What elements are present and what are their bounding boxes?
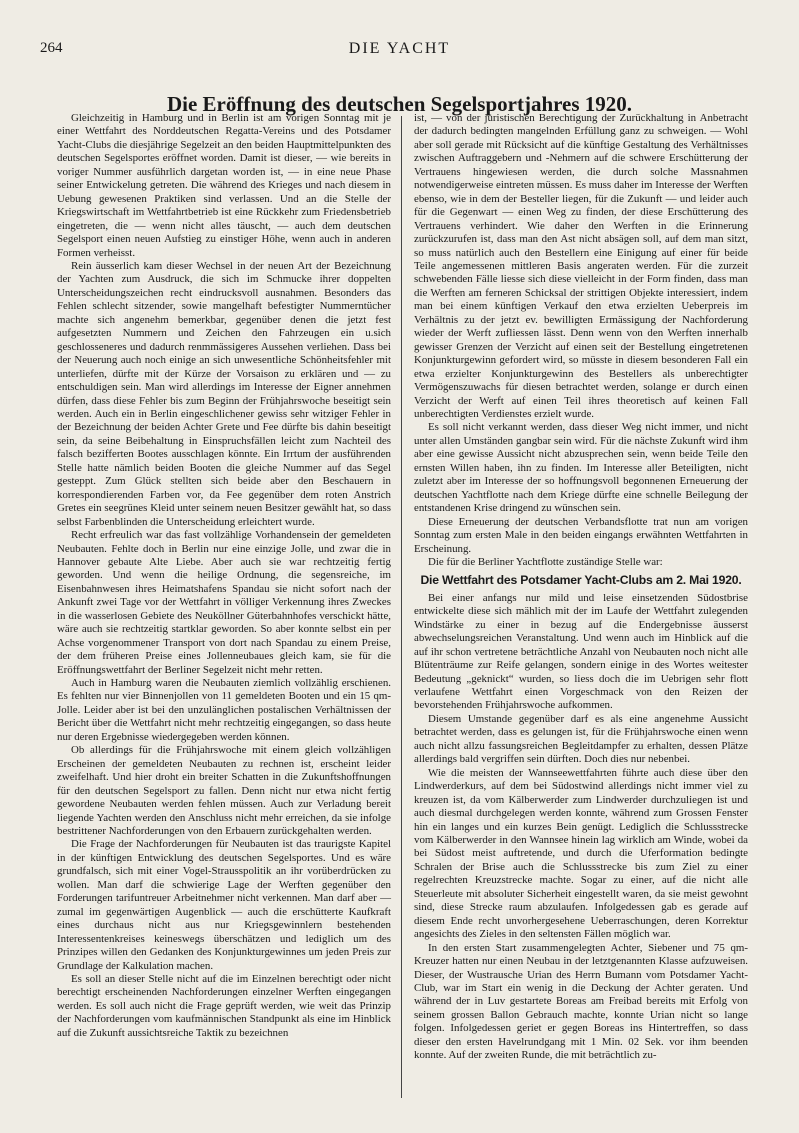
paragraph: Die Frage der Nachforderungen für Neubauten ist das traurigste Kapitel in der künftigen Entwicklung des deutschen Segelsportes. Und es wäre grundfalsch, sich mit einer Vogel-Strausspolitik an ihr vorüberdrücken zu wollen. Man darf die schwierige Lage der Werften gegenüber den Forderungen tarifuntreuer Arbeitnehmer nicht verkennen. Man darf aber — zumal im gegenwärtigen Augenblick — auch die erschütterte Kaufkraft eines durchaus nicht aus nur Kriegsgewinnlern bestehenden Interessentenkreises keineswegs überschätzen und lediglich um des Prinzipes willen den Gedanken des Konjunkturgewinnes um jeden Preis zur Grundlage der Kalkulation machen. [57, 838, 391, 972]
column-divider [401, 116, 402, 1098]
paragraph: In den ersten Start zusammengelegten Achter, Siebener und 75 qm-Kreuzer hatten nur einen Neubau in der letztgenannten Klasse aufzuweisen. Dieser, der Wustrausche Urian des Herrn Bumann vom Potsdamer Yacht-Club, war im Start ein wenig in die Deckung der Achter geraten. Und während der in Luv gestartete Boreas am Freibad bereits mit Erfolg von seinem grossen Ballon Gebrauch machte, konnte Urian nicht so lange folgen. Infolgedessen geriet er gegen Boreas ins Hintertreffen, so dass dieser den ersten Havelrundgang mit 1 Min. 02 Sek. vor ihm beenden konnte. Auf der zweiten Runde, die mit beträchtlich zu- [414, 941, 748, 1062]
paragraph: Wie die meisten der Wannseewettfahrten führte auch diese über den Lindwerderkurs, auf dem bei Südostwind allerdings nicht immer viel zu kreuzen ist, da vom Kälberwerder zum Lindwerder durchzuliegen ist und auch diesmal durchgelegen werden konnte, während zum Grossen Fenster hin ein langes und ein kurzes Bein genügt. Lediglich die Schlussstrecke vom Kälberwerder in den Wannsee hinein lag wirklich am Winde, wobei da bei Südost meist auftretende, und durch die Uferformation bedingte Schralen der Brise auch die Schlussstrecke bis zum Ziel zu einer regelrechten Kreuzstrecke machte. Sogar zu einer, auf die nicht alle Steuerleute mit absoluter Sicherheit eingestellt waren, da sie meist gewohnt sind, diese Strecke raum abzulaufen. Infolgedessen gab es gerade auf diesem Ende recht unvorhergesehene Ueberraschungen, deren Korrektur angesichts des Zieles in den seltensten Fällen möglich war. [414, 766, 748, 941]
article-title: Die Eröffnung des deutschen Segelsportjahres 1920. [166, 92, 633, 117]
paragraph: Die für die Berliner Yachtflotte zuständige Stelle war: [428, 555, 663, 568]
paragraph: Rein äusserlich kam dieser Wechsel in der neuen Art der Bezeichnung der Yachten zum Ausdruck, die sich im Schmucke ihrer doppelten Unterscheidungszeichen recht eindrucksvoll ausnahmen. Besonders das Fehlen schlecht sitzender, sowie mangelhaft befestigter Nummerntücher machte sich angenehm bemerkbar, gegenüber denen die jetzt fest aufgesetzten Nummern und Zeichen den Fahrzeugen ein u.sich geschlosseneres und dadurch renmmässigeres Aussehen verliehen. Dass bei der Neuerung auch noch einige an sich unwesentliche Schönheitsfehler mit unterliefen, dürfte mit der Kürze der Vorsaison zu erklären und — zu entschuldigen sein. Man wird allerdings im Interesse der Eigner annehmen dürfen, dass diese Fehler bis zum Beginn der Frühjahrswoche beseitigt sein werden. Auch ein in Berlin eingeschlichener gewiss sehr witziger Fehler in der Bezeichnung der beiden Achter Grete und Fee dürfte bis dahin beseitigt sein, da seine Beibehaltung in Einspruchsfällen leicht zum Nachteil des falsch bezifferten Bootes ausschlagen könnte. Ein Irrtum der ausführenden Stelle hatte nämlich beiden Booten die gleiche Nummer auf das Segel gesteppt. Zum Glück stellten sich beide aber den Beschauern in korrespondierenden Farben vor, da Fee gegenüber dem roten Anstrich Gretes ein seegrünes Kleid unter seinem neuen Besitzer gewählt hat, so dass selbst Farbenblinden die Unterscheidung erleichtert wurde. [57, 259, 391, 528]
paragraph: Gleichzeitig in Hamburg und in Berlin ist am vorigen Sonntag mit je einer Wettfahrt des Norddeutschen Regatta-Vereins und des Potsdamer Yacht-Clubs die diesjährige Segelzeit an den beiden Hauptmittelpunkten des deutschen Segelsportes eröffnet worden. Damit ist dieser, — wie bereits in voriger Nummer ausführlich dargetan worden ist, — in eine neue Phase seiner Entwickelung getreten. Die während des Krieges und nach diesem in Uebung gewesenen Praktiken sind verlassen. Und an die Stelle der Kriegswirtschaft im Wettfahrtbetrieb ist eine Rückkehr zum Friedensbetrieb eingetreten, die — wenn nicht alles täuscht, — auch dem deutschen Segelsport einen neuen Aufstieg zu einstiger Höhe, wenn auch in anderen Formen verheisst. [57, 112, 391, 259]
section-subheading: Die Wettfahrt des Potsdamer Yacht-Clubs am 2. Mai 1920. [420, 573, 742, 588]
paragraph: Diesem Umstande gegenüber darf es als eine angenehme Aussicht betrachtet werden, dass es gelungen ist, für die Frühjahrswoche einen wenn auch nicht allzu fassungsreichen Begleitdampfer zu erhalten, dessen Plätze allerdings bald vergriffen sein dürften. Doch dies nur nebenbei. [414, 712, 748, 766]
paragraph: Recht erfreulich war das fast vollzählige Vorhandensein der gemeldeten Neubauten. Fehlte doch in Berlin nur eine einzige Jolle, und zwar die in Hannover gebaute Alte Liebe. Aber auch sie war rechtzeitig fertig geworden. Und wenn die heilige Ordnung, die segensreiche, im Eisenbahnwesen ihres Heimatshafens Spandau sie nicht sofort nach der Ankunft zwei Tage vor der Wettfahrt in völliger Verkennung ihres Zweckes in die wasserlosen Gebiete des Neuköllner Güterbahnhofes verschickt hätte, wäre auch sie rechtzeitig startklar geworden. So aber konnte selbst ein per Achse vorgenommener Transport von dort nach Spandau zu einem Preise, der dem früheren Preise eines Jollenneubaues gleich kam, sie für die Eröffnungswettfahrt der Berliner Segelzeit nicht mehr retten. [57, 529, 391, 676]
paragraph: ist, — von der juristischen Berechtigung der Zurückhaltung in Anbetracht der dadurch bedingten mangelnden Erfüllung ganz zu schweigen. — Wohl aber soll gerade mit Rücksicht auf die künftige Gestaltung des Verhältnisses zwischen Auftraggebern und -Nehmern auf die schwere Erschütterung der Vertrauens hingewiesen werden, die durch solche Massnahmen notwendigerweise eintreten müssen. Es muss daher im Interesse der Werften ebenso, wie in dem der Besteller liegen, für die Zukunft — und leider auch für die Gegenwart — einen Weg zu finden, der diese Erschütterung des Vertrauens verhindert. Wie daher den Werften in die Erinnerung zurückzurufen ist, dass man den Ast nicht absägen soll, auf dem man sitzt, so muss natürlich auch den Bestellern eine Einigung auf einer für beide Teile angemessenen mittleren Basis angeraten werden. Für die zurzeit schwebenden Fälle liesse sich diese vielleicht in der Form finden, dass man die Werften am ferneren Schicksal der strittigen Objekte interessiert, indem man bei einem künftigen Verkauf den etwa erzielten Ueberpreis im Verhältnis zu der jetzt ev. bewilligten Ermässigung der Nachforderung wieder der Werft zufliessen lässt. Denn wenn von den Werften innerhalb gewisser Grenzen der Verzicht auf einen seit der Bestellung eingetretenen Konjunkturgewinn gefordert wird, so müsste in diesem besonderen Fall ein etwa erzielter Konjunkturgewinn des Bestellers als unberechtigter Vermögenszuwachs für diesen betrachtet werden, solange er durch einen Verzicht der Werft auf einen Teil ihres theoretisch auf keinen Fall unberechtigten Verdienstes erzielt wurde. [414, 112, 748, 420]
running-head: DIE YACHT [348, 40, 451, 57]
page-header [40, 40, 759, 60]
paragraph: Auch in Hamburg waren die Neubauten ziemlich vollzählig erschienen. Es fehlten nur vier Binnenjollen von 11 gemeldeten Booten und ein 15 qm-Jolle. Leider aber ist bei den unzulänglichen postalischen Verhältnissen der Bericht über die Wettfahrt nicht mehr rechtzeitig eingegangen, so dass heute nur deren Ergebnisse wiedergegeben werden können. [57, 677, 391, 743]
paragraph: Es soll nicht verkannt werden, dass dieser Weg nicht immer, und nicht unter allen Umständen gangbar sein wird. Für die nächste Zukunft wird ihm aber eine gewisse Aussicht nicht abzusprechen sein, wenn beide Teile den ernsten Willen haben, ihn zu finden. Im Interesse aller Beteiligten, nicht zuletzt aber im Interesse der so hoffnungsvoll begonnenen Erneuerung der deutschen Yachtflotte nach dem Kriege dürfte eine schnelle Beilegung der entstandenen Krise dringend zu wünschen sein. [414, 421, 748, 515]
left-column [57, 112, 391, 1040]
right-column [414, 112, 748, 1063]
page-number: 264 [40, 40, 63, 56]
paragraph: Ob allerdings für die Frühjahrswoche mit einem gleich vollzähligen Erscheinen der gemeldeten Neubauten zu rechnen ist, erscheint leider zweifelhaft. Und hier droht ein breiter Schatten in die Zukunftshoffnungen für den deutschen Segelsport zu fallen. Denn nicht nur etwa nicht fertig gewordene Neubauten werden fehlen müssen. Auch zur Verladung bereit liegende Yachten werden den Anschluss nicht mehr erreichen, da sie infolge bestrittener Nachforderungen von den Erbauern zurückgehalten werden. [57, 744, 391, 838]
paragraph: Bei einer anfangs nur mild und leise einsetzenden Südostbrise entwickelte diese sich mählich mit der im Laufe der Wettfahrt zulegenden Windstärke zu einer in bezug auf die Endergebnisse äusserst abwechselungsreichen Veranstaltung. Und wenn auch im Hinblick auf die auf ihr schon vertretene beträchtliche Anzahl von Neubauten noch nicht alle Blütenträume zur Reife gelangen, sondern einige in des Wortes weitester Bedeutung „geknickt“ wurden, so liess doch die im Uebrigen sehr flott verlaufene Wettfahrt einen Vorgeschmack von den Reizen der bevorstehenden Frühjahrswoche aufkommen. [414, 591, 748, 712]
paragraph: Diese Erneuerung der deutschen Verbandsflotte trat nun am vorigen Sonntag zum ersten Male in den beiden eingangs erwähnten Wettfahrten in Erscheinung. [414, 515, 748, 555]
paragraph: Es soll an dieser Stelle nicht auf die im Einzelnen berechtigt oder nicht berechtigt erscheinenden Nachforderungen einzelner Werften eingegangen werden. Es soll auch nicht die Frage geprüft werden, wie weit das Prinzip der Nachforderungen vom kaufmännischen Standpunkt als eine im Hinblick auf die Zukunft aussichtsreiche Taktik zu bezeichnen [57, 973, 391, 1039]
